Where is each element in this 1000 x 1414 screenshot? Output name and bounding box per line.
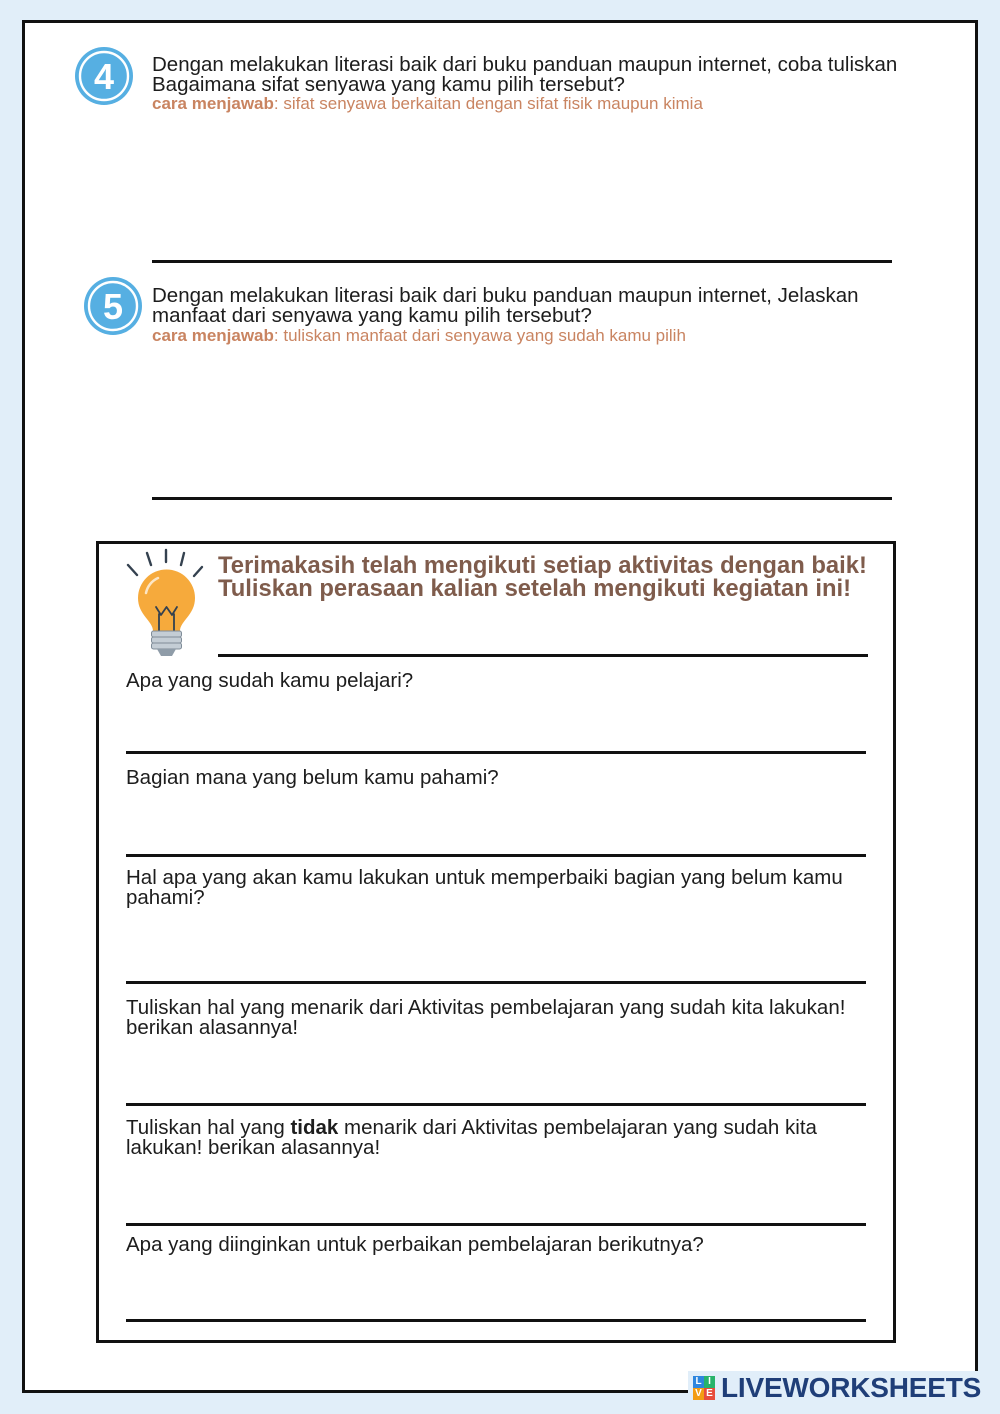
- bulb-ray: [147, 553, 151, 565]
- number-5-badge-icon: [83, 276, 143, 336]
- prompt-text-before: Tuliskan hal yang: [126, 1116, 291, 1139]
- answer-line: [126, 981, 866, 984]
- logo-tile: I: [704, 1376, 715, 1388]
- bulb-ray: [181, 553, 184, 565]
- answer-line: [126, 1319, 866, 1322]
- not-understood-input[interactable]: [126, 791, 866, 851]
- prompt-text-line-2: berikan alasannya!: [126, 1016, 299, 1039]
- prompt-text-line-2: lakukan! berikan alasannya!: [126, 1136, 381, 1159]
- lightbulb-icon: [122, 545, 214, 667]
- interesting-input[interactable]: [126, 1041, 866, 1100]
- reflection-prompt-not-understood: [126, 768, 866, 857]
- answer-hint: [152, 95, 703, 112]
- reflection-heading-line-1: Terimakasih telah mengikuti setiap aktivitas dengan baik!: [218, 552, 867, 579]
- question-4: [60, 40, 910, 270]
- prompt-text: Apa yang diinginkan untuk perbaikan pembelajaran berikutnya?: [126, 1233, 704, 1256]
- answer-hint: [152, 327, 686, 344]
- answer-line: [126, 751, 866, 754]
- question-5: [60, 270, 910, 505]
- answer-line: [126, 1103, 866, 1106]
- reflection-prompt-next-lesson: [126, 1235, 866, 1322]
- answer-q4-input[interactable]: [152, 118, 892, 256]
- improvement-plan-input[interactable]: [126, 911, 866, 978]
- reflection-box: [96, 541, 896, 1343]
- logo-wordmark: LIVEWORKSHEETS: [721, 1372, 982, 1403]
- liveworksheets-logo-icon: [693, 1376, 715, 1400]
- logo-tile: L: [693, 1376, 704, 1388]
- question-text-line-2: manfaat dari senyawa yang kamu pilih tersebut?: [152, 304, 592, 327]
- not-interesting-input[interactable]: [126, 1161, 866, 1220]
- prompt-text: Apa yang sudah kamu pelajari?: [126, 669, 414, 692]
- hint-label: cara menjawab: [152, 94, 274, 113]
- question-text-line-2: Bagaimana sifat senyawa yang kamu pilih tersebut?: [152, 73, 625, 96]
- prompt-text-after: menarik dari Aktivitas pembelajaran yang sudah kita: [338, 1116, 817, 1139]
- logo-tile: V: [693, 1388, 704, 1400]
- bulb-ray: [194, 567, 202, 576]
- prompt-emphasis: tidak: [290, 1116, 339, 1139]
- learned-input[interactable]: [126, 694, 866, 748]
- reflection-heading-line-2: Tuliskan perasaan kalian setelah mengikuti kegiatan ini!: [218, 575, 852, 602]
- bulb-base-tip: [157, 649, 176, 656]
- liveworksheets-logo[interactable]: [688, 1371, 990, 1404]
- reflection-prompt-not-interesting: [126, 1118, 866, 1226]
- hint-text: : sifat senyawa berkaitan dengan sifat fisik maupun kimia: [273, 94, 703, 113]
- question-number: 5: [102, 286, 124, 327]
- feelings-section: [218, 554, 868, 657]
- answer-line: [152, 260, 892, 263]
- answer-q5-input[interactable]: [152, 350, 892, 492]
- answer-line: [126, 1223, 866, 1226]
- answer-line: [218, 654, 868, 657]
- bulb-ray: [128, 565, 137, 575]
- feelings-input[interactable]: [218, 604, 868, 650]
- hint-text: : tuliskan manfaat dari senyawa yang sudah kamu pilih: [273, 326, 686, 345]
- bulb-base-band: [152, 643, 182, 649]
- bulb-base-band: [152, 637, 182, 643]
- hint-label: cara menjawab: [152, 326, 274, 345]
- number-4-badge-icon: [74, 46, 134, 106]
- prompt-text-line-2: pahami?: [126, 886, 205, 909]
- reflection-prompt-interesting: [126, 998, 866, 1106]
- question-text-line-1: Dengan melakukan literasi baik dari buku panduan maupun internet, Jelaskan: [152, 284, 859, 307]
- prompt-text-line-1: Tuliskan hal yang menarik dari Aktivitas pembelajaran yang sudah kita lakukan!: [126, 996, 846, 1019]
- answer-line: [126, 854, 866, 857]
- reflection-prompt-learned: [126, 671, 866, 754]
- reflection-prompt-improvement-plan: [126, 868, 866, 984]
- prompt-text-line-1: Hal apa yang akan kamu lakukan untuk memperbaiki bagian yang belum kamu: [126, 866, 843, 889]
- question-text-line-1: Dengan melakukan literasi baik dari buku panduan maupun internet, coba tuliskan: [152, 53, 898, 76]
- bulb-base-band: [152, 631, 182, 637]
- bulb-glass: [138, 570, 195, 632]
- prompt-text-line-1: [126, 1118, 817, 1138]
- logo-tile: E: [704, 1388, 715, 1400]
- next-lesson-wish-input[interactable]: [126, 1258, 866, 1316]
- question-number: 4: [93, 56, 115, 97]
- answer-line: [152, 497, 892, 500]
- prompt-text: Bagian mana yang belum kamu pahami?: [126, 766, 499, 789]
